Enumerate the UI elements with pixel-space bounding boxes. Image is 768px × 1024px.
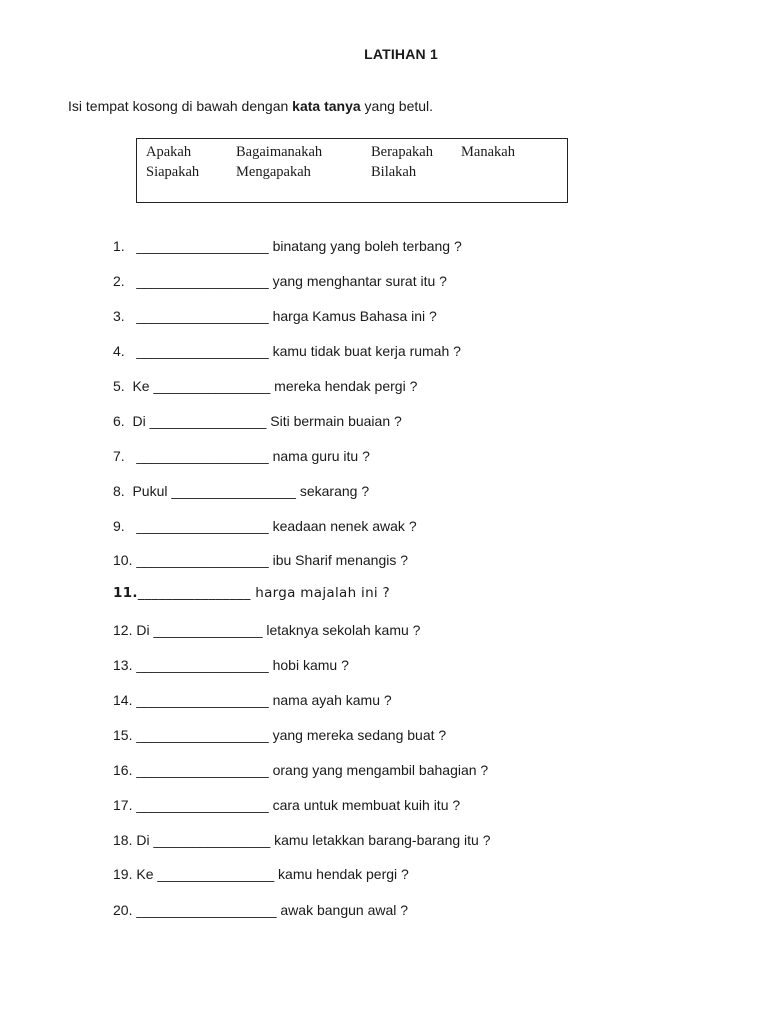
question-text: _________________ yang mereka sedang buat ?: [132, 727, 447, 743]
question-item: [113, 483, 369, 499]
question-item: [113, 585, 390, 601]
question-number: 14.: [113, 692, 133, 708]
question-item: [113, 797, 460, 813]
word-bank-box: [136, 138, 568, 203]
question-item: [113, 552, 408, 568]
question-item: [113, 832, 491, 848]
word-manakah: Manakah: [461, 144, 515, 160]
question-item: [113, 448, 370, 464]
question-item: [113, 762, 488, 778]
question-text: Di _______________ Siti bermain buaian ?: [124, 413, 402, 429]
question-text: Di ______________ letaknya sekolah kamu ?: [132, 622, 421, 638]
word-siapakah: Siapakah: [146, 164, 200, 180]
question-text: Di _______________ kamu letakkan barang-barang itu ?: [132, 832, 491, 848]
question-item: [113, 866, 409, 882]
question-item: [113, 343, 461, 359]
question-number: 9.: [113, 518, 125, 534]
question-text: _________________ kamu tidak buat kerja rumah ?: [124, 343, 461, 359]
question-number: 17.: [113, 797, 133, 813]
question-item: [113, 622, 420, 638]
question-number: 5.: [113, 378, 125, 394]
question-item: [113, 378, 417, 394]
question-number: 1.: [113, 238, 125, 254]
question-text: _________________ ibu Sharif menangis ?: [132, 552, 409, 568]
question-number: 2.: [113, 273, 125, 289]
question-item: [113, 413, 402, 429]
question-text: _________________ orang yang mengambil bahagian ?: [132, 762, 489, 778]
question-text: _________________ nama guru itu ?: [124, 448, 370, 464]
question-text: _________________ cara untuk membuat kuih itu ?: [132, 797, 461, 813]
question-item: [113, 518, 417, 534]
question-text: ________________ harga majalah ini ?: [137, 585, 391, 601]
question-number: 20.: [113, 902, 133, 918]
question-number: 6.: [113, 413, 125, 429]
question-text: Pukul ________________ sekarang ?: [124, 483, 370, 499]
question-item: [113, 273, 447, 289]
question-text: Ke _______________ mereka hendak pergi ?: [124, 378, 418, 394]
question-text: _________________ yang menghantar surat itu ?: [124, 273, 447, 289]
question-item: [113, 727, 446, 743]
question-number: 11.: [113, 585, 138, 601]
question-number: 4.: [113, 343, 125, 359]
question-text: _________________ nama ayah kamu ?: [132, 692, 392, 708]
page-title: LATIHAN 1: [364, 46, 438, 62]
instruction-before: Isi tempat kosong di bawah dengan: [68, 98, 293, 114]
question-text: _________________ harga Kamus Bahasa ini ?: [124, 308, 437, 324]
question-number: 3.: [113, 308, 125, 324]
question-number: 7.: [113, 448, 125, 464]
question-text: _________________ keadaan nenek awak ?: [124, 518, 417, 534]
question-text: _________________ hobi kamu ?: [132, 657, 349, 673]
question-item: [113, 308, 437, 324]
question-number: 15.: [113, 727, 133, 743]
question-item: [113, 902, 408, 918]
question-number: 18.: [113, 832, 133, 848]
question-text: Ke _______________ kamu hendak pergi ?: [132, 866, 409, 882]
question-item: [113, 238, 462, 254]
question-number: 10.: [113, 552, 133, 568]
question-item: [113, 657, 349, 673]
instruction-bold: kata tanya: [292, 98, 361, 114]
question-number: 16.: [113, 762, 133, 778]
question-text: _________________ binatang yang boleh terbang ?: [124, 238, 462, 254]
question-item: [113, 692, 392, 708]
word-apakah: Apakah: [146, 144, 192, 160]
question-text: __________________ awak bangun awal ?: [132, 902, 409, 918]
word-berapakah: Berapakah: [371, 144, 433, 160]
question-number: 13.: [113, 657, 133, 673]
instruction-text: [68, 98, 433, 114]
question-number: 12.: [113, 622, 133, 638]
word-mengapakah: Mengapakah: [236, 164, 311, 180]
word-bagaimanakah: Bagaimanakah: [236, 144, 323, 160]
question-number: 19.: [113, 866, 133, 882]
question-number: 8.: [113, 483, 125, 499]
word-bilakah: Bilakah: [371, 164, 417, 180]
instruction-after: yang betul.: [360, 98, 434, 114]
